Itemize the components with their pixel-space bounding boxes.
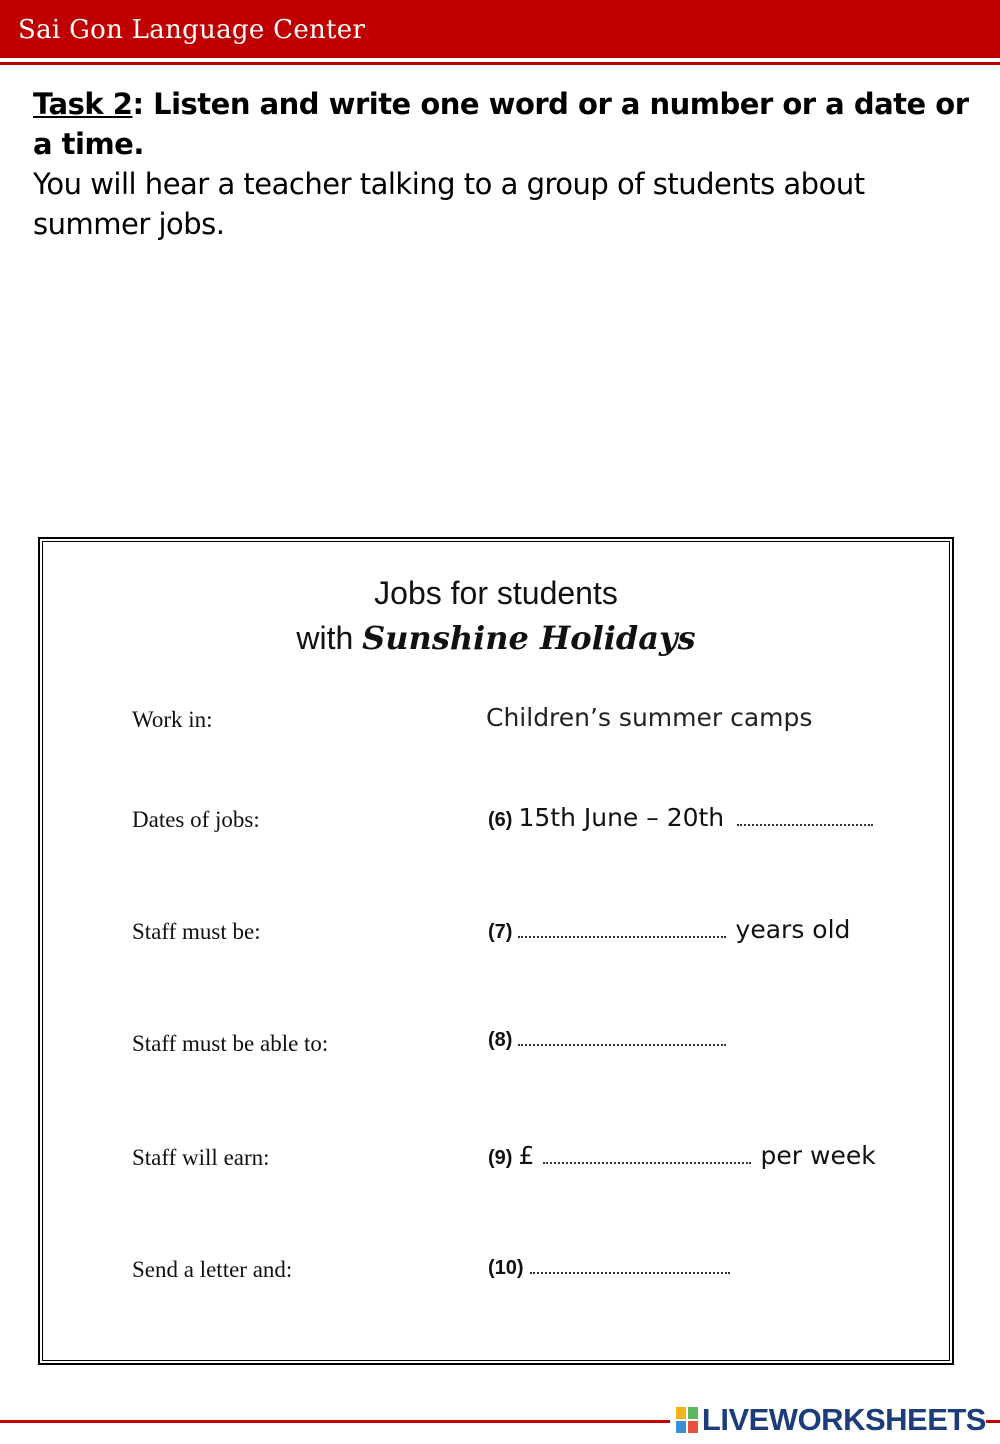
row-value-earn [488, 1141, 876, 1170]
question-number-10: (10) [488, 1257, 524, 1279]
row-value-work-in [486, 703, 812, 732]
row-label-able-to: Staff must be able to: [132, 1031, 329, 1056]
task-heading [33, 84, 973, 164]
brand-name: Sunshine Holidays [362, 619, 696, 657]
row-label-staff-must-be: Staff must be: [132, 919, 261, 944]
task-instruction: : Listen and write one word or a number or a date or a time. [33, 87, 969, 161]
form-title: Jobs for students [374, 575, 618, 611]
currency-symbol: £ [518, 1141, 535, 1170]
earn-suffix: per week [760, 1141, 876, 1170]
question-number-7: (7) [488, 921, 513, 943]
form-subtitle [40, 619, 952, 657]
header-divider [0, 62, 1000, 65]
form-subtitle-prefix: with [296, 620, 363, 656]
answer-blank-6[interactable] [737, 820, 873, 826]
answer-blank-10[interactable] [530, 1268, 730, 1274]
liveworksheets-logo [670, 1402, 986, 1438]
row-value-send-letter [488, 1257, 730, 1280]
question-number-6: (6) [488, 809, 513, 831]
question-number-9: (9) [488, 1147, 513, 1169]
age-suffix: years old [735, 915, 851, 944]
row-value-age [488, 915, 850, 944]
row-value-dates [488, 803, 873, 832]
row-value-able-to [488, 1029, 726, 1052]
task-description: You will hear a teacher talking to a group of students about summer jobs. [33, 167, 865, 241]
center-name: Sai Gon Language Center [18, 15, 366, 45]
work-in-answer: Children’s summer camps [486, 703, 813, 732]
liveworksheets-icon [676, 1407, 698, 1433]
question-number-8: (8) [488, 1029, 513, 1051]
row-label-work-in: Work in: [132, 707, 213, 732]
answer-blank-7[interactable] [518, 932, 726, 938]
answer-blank-8[interactable] [518, 1040, 726, 1046]
answer-blank-9[interactable] [543, 1158, 751, 1164]
jobs-form [38, 537, 954, 1365]
task-label: Task 2 [33, 87, 133, 121]
logo-text: LIVEWORKSHEETS [701, 1402, 986, 1437]
dates-prefix: 15th June – 20th [518, 803, 725, 832]
row-label-dates: Dates of jobs: [132, 807, 260, 832]
header-bar [0, 0, 1000, 58]
task-instructions [33, 84, 973, 244]
row-label-send-letter: Send a letter and: [132, 1257, 293, 1282]
row-label-earn: Staff will earn: [132, 1145, 270, 1170]
